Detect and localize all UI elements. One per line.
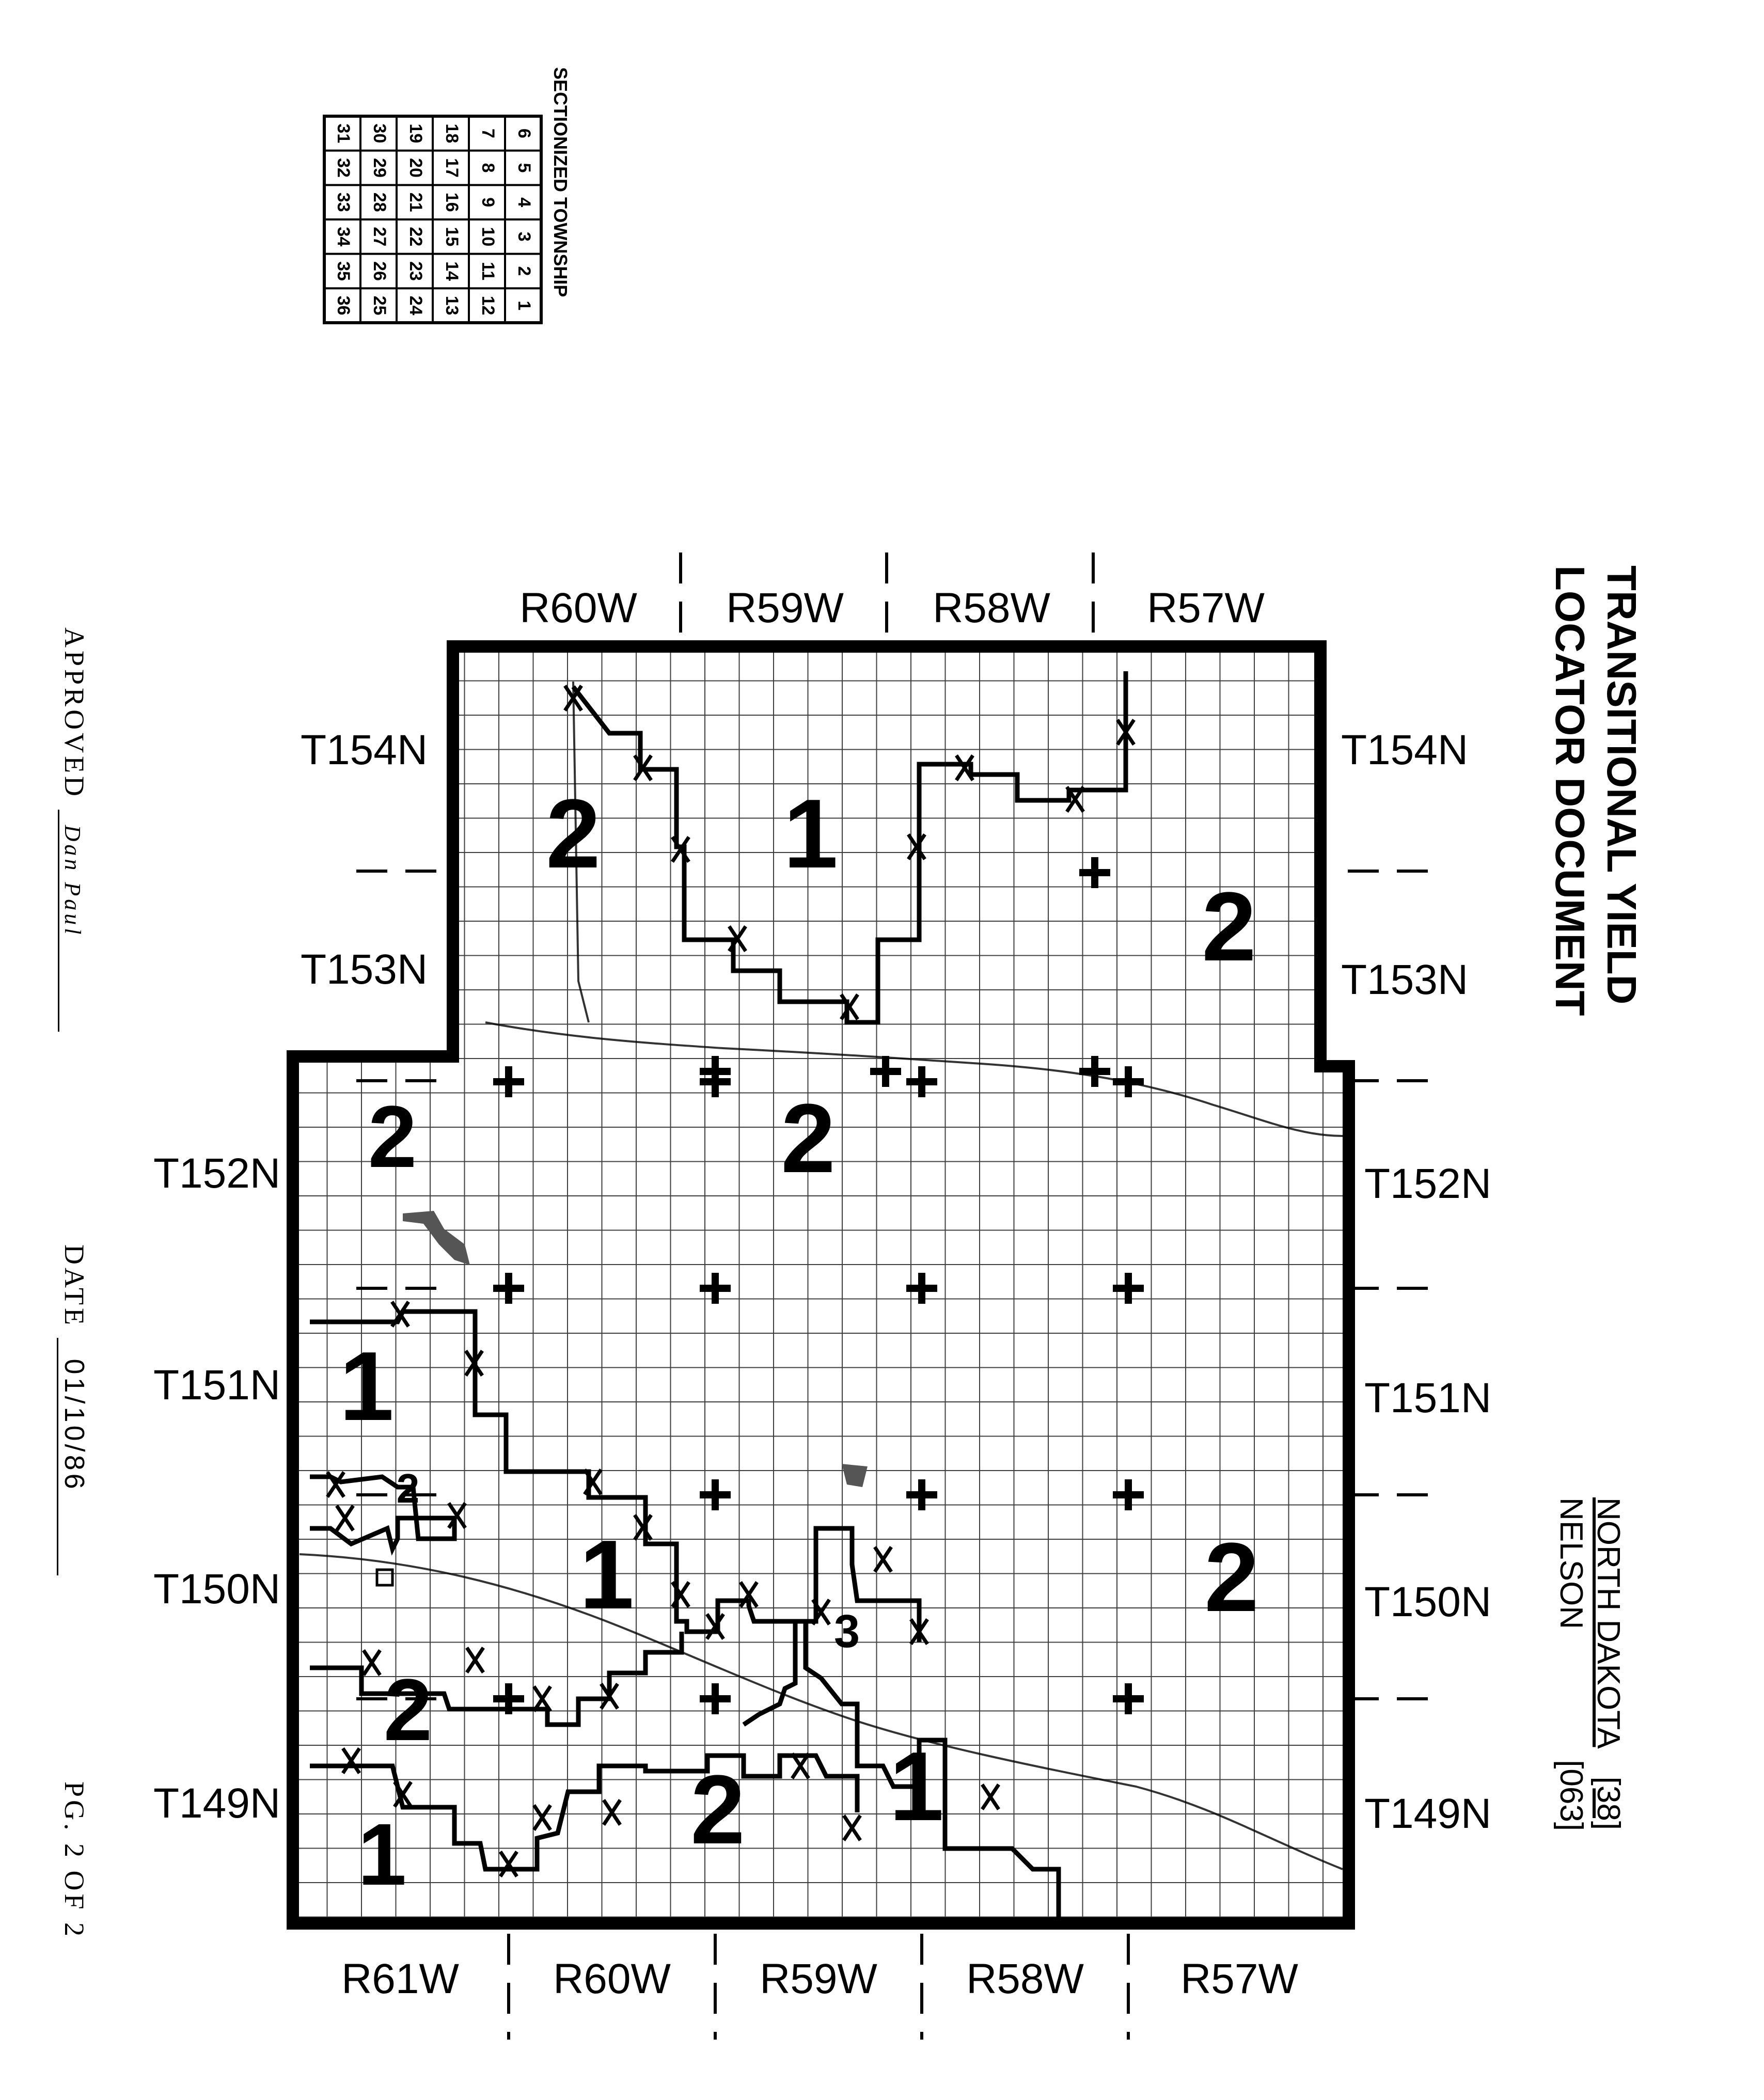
- approved-line: [58, 627, 90, 1032]
- zone-number: 2: [368, 1088, 417, 1186]
- state-code: [38]: [1590, 1776, 1626, 1830]
- legend-section-number: 10: [478, 227, 498, 247]
- legend-section-number: 7: [478, 128, 498, 138]
- legend-section-number: 4: [514, 197, 534, 208]
- legend-section-number: 29: [370, 158, 390, 178]
- range-label: R59W: [760, 1955, 877, 2002]
- zone-number: 2: [396, 1465, 420, 1511]
- township-label: T151N: [1364, 1375, 1492, 1422]
- legend-section-number: 11: [478, 262, 498, 280]
- township-label: T152N: [1364, 1160, 1492, 1207]
- zone-number: 1: [339, 1332, 394, 1441]
- date-value: 01/10/86: [57, 1338, 90, 1575]
- legend-section-number: 9: [478, 197, 498, 208]
- title-block: [1544, 565, 1647, 1016]
- township-label: T153N: [300, 946, 428, 993]
- county-code: [063]: [1553, 1760, 1589, 1831]
- legend-section-number: 24: [406, 295, 426, 315]
- legend-section-number: 12: [478, 295, 498, 315]
- zone-number: 2: [1204, 1523, 1259, 1632]
- range-label: R57W: [1147, 585, 1265, 631]
- legend-section-number: 6: [514, 128, 534, 138]
- legend-section-number: 35: [334, 261, 354, 281]
- range-label: R60W: [553, 1955, 671, 2002]
- legend-section-number: 2: [514, 266, 534, 276]
- title-line-1: TRANSITIONAL YIELD: [1599, 565, 1645, 1005]
- range-label: R61W: [341, 1955, 459, 2002]
- legend-section-number: 34: [334, 227, 354, 247]
- zone-number: 2: [1202, 872, 1256, 982]
- range-label: R59W: [726, 585, 844, 631]
- township-label: T154N: [1341, 727, 1469, 773]
- township-labels-right: [1341, 727, 1491, 1837]
- legend-section-number: 22: [406, 227, 426, 247]
- legend-section-number: 18: [442, 123, 462, 144]
- legend-section-number: 8: [478, 163, 498, 173]
- zone-number: 1: [783, 779, 838, 889]
- legend-section-number: 26: [370, 261, 390, 281]
- state-name: NORTH DAKOTA: [1590, 1497, 1626, 1747]
- township-label: T149N: [1364, 1790, 1492, 1837]
- range-label: R58W: [966, 1955, 1084, 2002]
- legend-section-number: 27: [370, 227, 390, 247]
- date-line: [57, 1244, 90, 1575]
- township-label: T150N: [153, 1566, 281, 1613]
- legend-section-number: 21: [406, 192, 426, 212]
- county-block: [1552, 1497, 1627, 1831]
- legend-section-number: 3: [514, 231, 534, 242]
- zone-number: 1: [357, 1806, 407, 1904]
- legend-section-number: 33: [334, 192, 354, 212]
- township-label: T153N: [1341, 956, 1469, 1003]
- approved-signature: Dan Paul: [58, 810, 86, 1032]
- zone-number: 2: [781, 1084, 836, 1193]
- township-label: T154N: [300, 727, 428, 773]
- legend-section-number: 17: [442, 158, 462, 178]
- legend-section-number: 1: [514, 301, 534, 311]
- township-label: T152N: [153, 1150, 281, 1197]
- township-label: T151N: [153, 1362, 281, 1409]
- range-label: R57W: [1180, 1955, 1298, 2002]
- zone-number: 2: [546, 779, 601, 889]
- zone-number: 3: [833, 1606, 860, 1657]
- legend-section-number: 15: [442, 227, 462, 247]
- legend-section-number: 20: [406, 158, 426, 178]
- range-labels-top: [519, 585, 1265, 631]
- legend-section-number: 19: [406, 123, 426, 144]
- date-label: DATE: [59, 1244, 90, 1328]
- range-label: R60W: [519, 585, 637, 631]
- zone-number: 2: [383, 1661, 433, 1759]
- legend-section-number: 16: [442, 192, 462, 212]
- township-label: T150N: [1364, 1578, 1492, 1625]
- legend-section-number: 28: [370, 192, 390, 212]
- zone-number: 2: [690, 1755, 745, 1865]
- legend-section-number: 23: [406, 261, 426, 281]
- sectionized-township-legend: [324, 116, 541, 323]
- legend-section-number: 5: [514, 163, 534, 173]
- range-labels-bottom: [341, 1955, 1298, 2002]
- legend-section-number: 14: [442, 261, 462, 281]
- legend-section-number: 32: [334, 158, 354, 178]
- approved-label: APPROVED: [59, 627, 90, 800]
- legend-section-number: 36: [334, 295, 354, 315]
- legend-section-number: 25: [370, 295, 390, 315]
- legend-section-number: 13: [442, 295, 462, 315]
- title-line-2: LOCATOR DOCUMENT: [1547, 565, 1593, 1016]
- legend-title: SECTIONIZED TOWNSHIP: [550, 67, 571, 297]
- page-number: PG. 2 OF 2: [59, 1781, 90, 1940]
- zone-number: 1: [579, 1520, 634, 1630]
- township-label: T149N: [153, 1780, 281, 1827]
- legend-section-number: 30: [370, 123, 390, 144]
- legend-section-number: 31: [334, 123, 354, 144]
- zone-number: 1: [889, 1732, 944, 1841]
- range-label: R58W: [933, 585, 1050, 631]
- county-name: NELSON: [1553, 1497, 1589, 1629]
